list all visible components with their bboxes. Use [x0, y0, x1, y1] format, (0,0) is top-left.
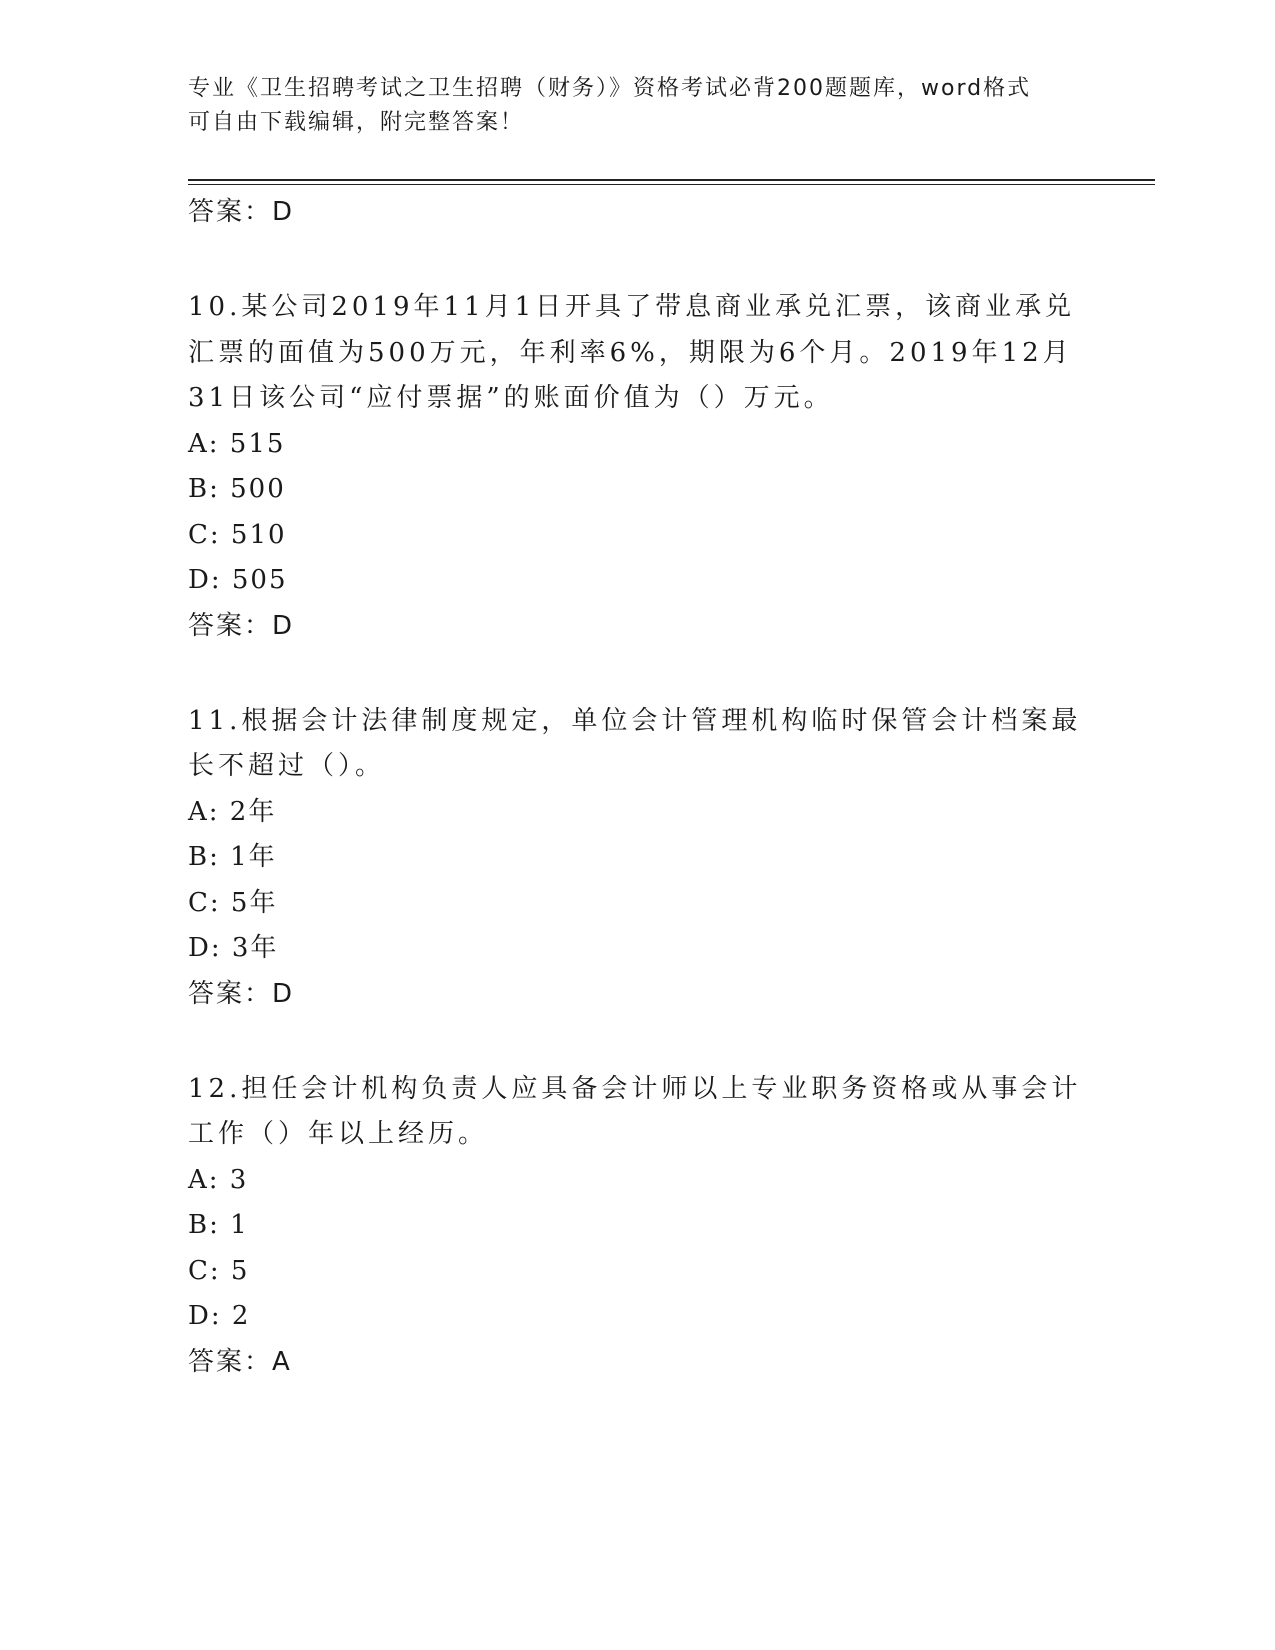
option-c: C: 5年	[188, 887, 278, 918]
option-c: C: 5	[188, 1255, 250, 1286]
option-b: B: 500	[188, 474, 286, 504]
question-text: 11.根据会计法律制度规定，单位会计管理机构临时保管会计档案最长不超过（）。	[188, 705, 1082, 781]
option-a: A: 515	[188, 428, 286, 459]
question-answer: 答案：D	[188, 978, 295, 1009]
question-text: 12.担任会计机构负责人应具备会计师以上专业职务资格或从事会计工作（）年以上经历。	[188, 1073, 1082, 1149]
question-answer: 答案：A	[188, 1346, 292, 1377]
header-divider-thick	[188, 179, 1155, 181]
question-11	[188, 699, 1088, 1017]
option-b: B: 1年	[188, 842, 277, 872]
question-list	[188, 190, 1088, 1385]
question-answer: 答案：D	[188, 610, 295, 641]
header-line-1: 专业《卫生招聘考试之卫生招聘（财务）》资格考试必背200题题库，word格式	[188, 76, 1032, 101]
leading-answer: 答案：D	[188, 197, 295, 227]
header-divider-thin	[188, 184, 1155, 185]
option-c: C: 510	[188, 519, 287, 550]
option-a: A: 2年	[188, 796, 277, 827]
option-d: D: 3年	[188, 933, 279, 963]
header-line-2: 可自由下载编辑，附完整答案！	[188, 110, 525, 135]
question-text: 10.某公司2019年11月1日开具了带息商业承兑汇票，该商业承兑汇票的面值为500万元，年利率6%，期限为6个月。2019年12月31日该公司“应付票据”的账面价值为（）万元。	[188, 292, 1076, 413]
option-d: D: 505	[188, 565, 288, 595]
option-b: B: 1	[188, 1210, 249, 1240]
option-d: D: 2	[188, 1301, 251, 1331]
question-12	[188, 1067, 1088, 1385]
option-a: A: 3	[188, 1164, 249, 1195]
question-10	[188, 285, 1088, 649]
document-header	[188, 72, 1088, 140]
